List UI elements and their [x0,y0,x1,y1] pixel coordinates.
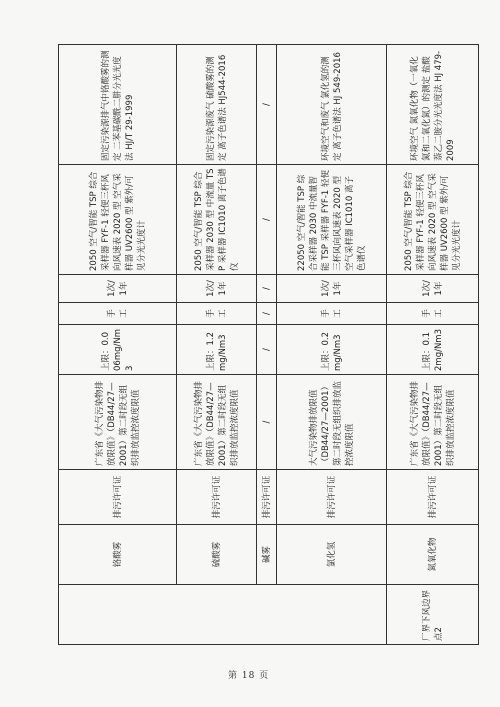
table-row [387,45,479,645]
method-type-cell: 手工 [59,303,177,325]
basis-cell: 排污许可证 [257,470,277,525]
monitoring-point-cell [59,585,387,645]
table-row [177,45,257,645]
page-number: 第 18 页 [228,671,270,681]
method-type-cell: 手工 [387,303,479,325]
instrument-cell: 2050 空气/智能 TSP 综合采样器 FYF-1 轻便三杯风向风速表 2020 型 空气采样器 UV2600 型 紫外/可见分光光度计 [387,165,479,275]
basis-cell: 排污许可证 [59,470,177,525]
standard-cell: / [257,375,277,470]
analysis-method-cell: 环境空气和废气 氯化氢的测定 离子色谱法 HJ 549-2016 [277,45,387,165]
limit-cell: 上限：0.12mg/Nm3 [387,325,479,375]
analysis-method-cell: / [257,45,277,165]
frequency-cell: 1次/1年 [59,275,177,303]
basis-cell: 排污许可证 [277,470,387,525]
frequency-cell: 1次/1年 [277,275,387,303]
limit-cell: 上限：0.006mg/Nm3 [59,325,177,375]
basis-cell: 排污许可证 [177,470,257,525]
rotated-table-wrapper [58,45,478,645]
pollutant-cell: 硫酸雾 [177,525,257,585]
standard-cell: 大气污染物排放限值（DB44/27—2001）第二时段无组织排放监控浓度限值 [277,375,387,470]
table-row [257,45,277,645]
standard-cell: 广东省《大气污染物排放限值》（DB44/27—2001）第二时段无组织排放监控浓度限值 [387,375,479,470]
limit-cell: / [257,325,277,375]
frequency-cell: 1次/1年 [177,275,257,303]
instrument-cell: 22050 空气/智能 TSP 综合采样器 2030 中流量智能 TSP 采样器 FYF-1 轻便三杯风向风速表 2020 型 空气采样器 IC1010 离子色谱仪 [277,165,387,275]
monitoring-point-cell: 厂界下风边界点2 [387,585,479,645]
pollutant-cell: 碱雾 [257,525,277,585]
analysis-method-cell: 固定污染源排气中铬酸雾的测定 二苯基碳酰二肼分光光度法 HJ/T 29-1999 [59,45,177,165]
instrument-cell: / [257,165,277,275]
basis-cell: 排污许可证 [387,470,479,525]
method-type-cell: / [257,303,277,325]
monitoring-table [58,44,479,645]
pollutant-cell: 氮氧化物 [387,525,479,585]
method-type-cell: 手工 [177,303,257,325]
instrument-cell: 2050 空气/智能 TSP 综合采样器 2030 型 中流量 TSP 采样器 IC1010 离子色谱仪 [177,165,257,275]
limit-cell: 上限：0.2mg/Nm3 [277,325,387,375]
frequency-cell: / [257,275,277,303]
standard-cell: 广东省《大气污染物排放限值》（DB44/27—2001）第二时段无组织排放监控浓度限值 [59,375,177,470]
standard-cell: 广东省《大气污染物排放限值》（DB44/27—2001）第二时段无组织排放监控浓度限值 [177,375,257,470]
instrument-cell: 2050 空气/智能 TSP 综合采样器 FYF-1 轻便三杯风向风速表 2020 型 空气采样器 UV2600 型 紫外/可见分光光度计 [59,165,177,275]
analysis-method-cell: 固定污染源废气 硫酸雾的测定 离子色谱法 HJ544-2016 [177,45,257,165]
method-type-cell: 手工 [277,303,387,325]
pollutant-cell: 铬酸雾 [59,525,177,585]
limit-cell: 上限：1.2mg/Nm3 [177,325,257,375]
pollutant-cell: 氯化氢 [277,525,387,585]
analysis-method-cell: 环境空气 氮氧化物（一氧化氮和二氧化氮）的测定 盐酸萘乙二胺分光光度法 HJ 479-2009 [387,45,479,165]
frequency-cell: 1次/1年 [387,275,479,303]
table-row [59,45,177,645]
table-row [277,45,387,645]
